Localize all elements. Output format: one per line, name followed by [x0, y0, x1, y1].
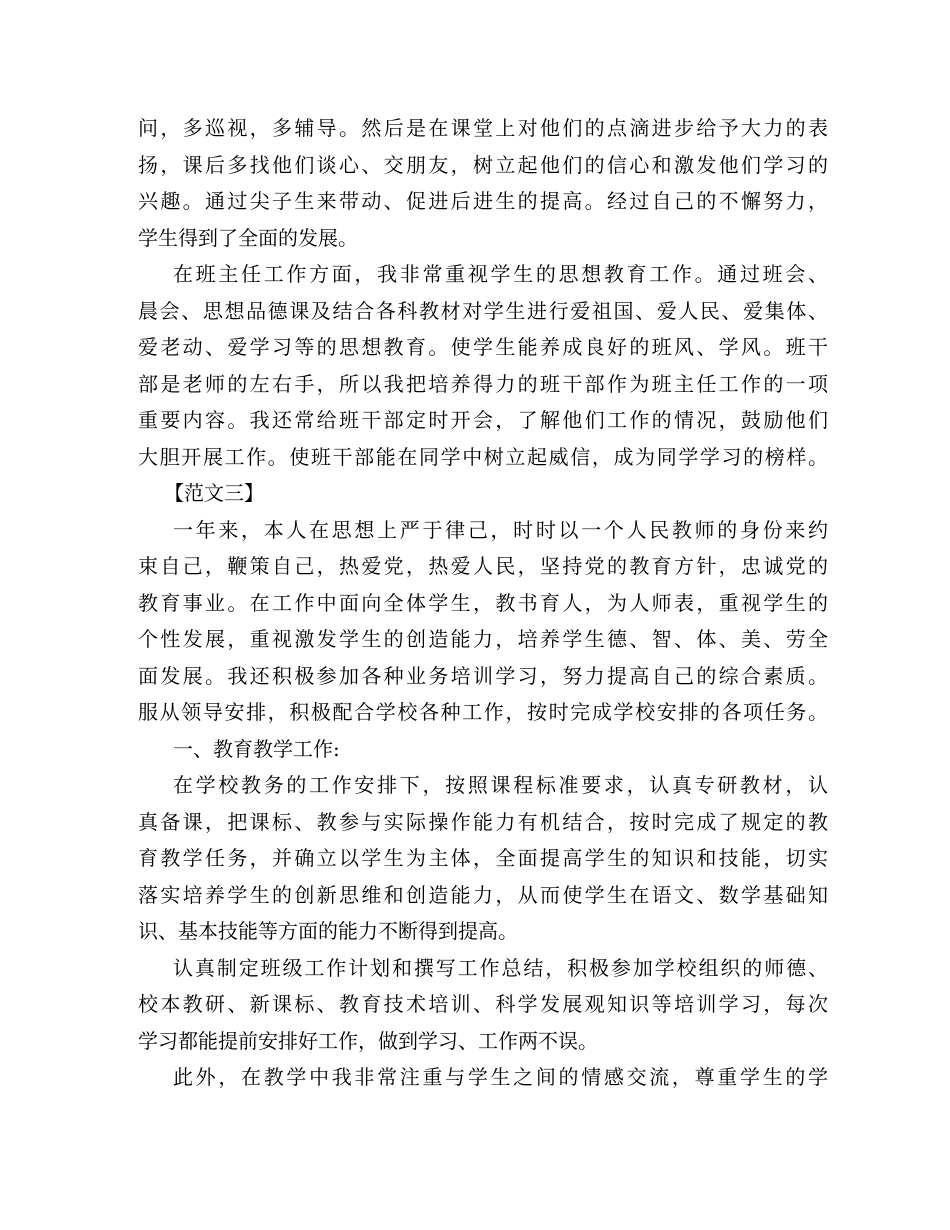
text-line: 面发展。我还积极参加各种业务培训学习，努力提高自己的综合素质。	[138, 663, 828, 688]
text-line: 兴趣。通过尖子生来带动、促进后进生的提高。经过自己的不懈努力，	[138, 189, 828, 213]
text-line: 校本教研、新课标、教育技术培训、科学发展观知识等培训学习，每次	[138, 992, 828, 1016]
text-line: 部是老师的左右手，所以我把培养得力的班干部作为班主任工作的一项	[138, 371, 828, 396]
text-line: 教育事业。在工作中面向全体学生，教书育人，为人师表，重视学生的	[138, 590, 828, 615]
text-line: 落实培养学生的创新思维和创造能力，从而使学生在语文、数学基础知	[138, 882, 828, 907]
text-line: 服从领导安排，积极配合学校各种工作，按时完成学校安排的各项任务。	[138, 700, 828, 724]
text-line: 识、基本技能等方面的能力不断得到提高。	[138, 919, 518, 943]
text-line: 真备课，把课标、教参与实际操作能力有机结合，按时完成了规定的教	[138, 809, 828, 834]
text-line: 重要内容。我还常给班干部定时开会，了解他们工作的情况，鼓励他们	[138, 408, 828, 432]
text-line: 个性发展，重视激发学生的创造能力，培养学生德、智、体、美、劳全	[138, 627, 828, 651]
text-line: 扬，课后多找他们谈心、交朋友，树立起他们的信心和激发他们学习的	[138, 152, 828, 177]
subsection-heading: 一、教育教学工作:	[173, 736, 340, 761]
text-line: 在班主任工作方面，我非常重视学生的思想教育工作。通过班会、	[173, 262, 828, 286]
text-line: 学生得到了全面的发展。	[138, 225, 358, 250]
text-line: 爱老动、爱学习等的思想教育。使学生能养成良好的班风、学风。班干	[138, 335, 828, 359]
document-body	[138, 110, 828, 1096]
text-line: 一年来，本人在思想上严于律己，时时以一个人民教师的身份来约	[173, 517, 828, 542]
text-line: 认真制定班级工作计划和撰写工作总结，积极参加学校组织的师德、	[173, 955, 828, 980]
text-line: 学习都能提前安排好工作，做到学习、工作两不误。	[138, 1028, 598, 1053]
text-line: 晨会、思想品德课及结合各科教材对学生进行爱祖国、爱人民、爱集体、	[138, 298, 828, 323]
text-line: 育教学任务，并确立以学生为主体，全面提高学生的知识和技能，切实	[138, 846, 828, 870]
section-heading: 【范文三】	[164, 481, 264, 505]
text-line: 大胆开展工作。使班干部能在同学中树立起威信，成为同学学习的榜样。	[138, 444, 828, 469]
text-line: 在学校教务的工作安排下，按照课程标准要求，认真专研教材，认	[173, 773, 828, 797]
text-line: 问，多巡视，多辅导。然后是在课堂上对他们的点滴进步给予大力的表	[138, 116, 828, 140]
text-line: 束自己，鞭策自己，热爱党，热爱人民，坚持党的教育方针，忠诚党的	[138, 554, 828, 578]
text-line: 此外，在教学中我非常注重与学生之间的情感交流，尊重学生的学	[173, 1065, 828, 1089]
